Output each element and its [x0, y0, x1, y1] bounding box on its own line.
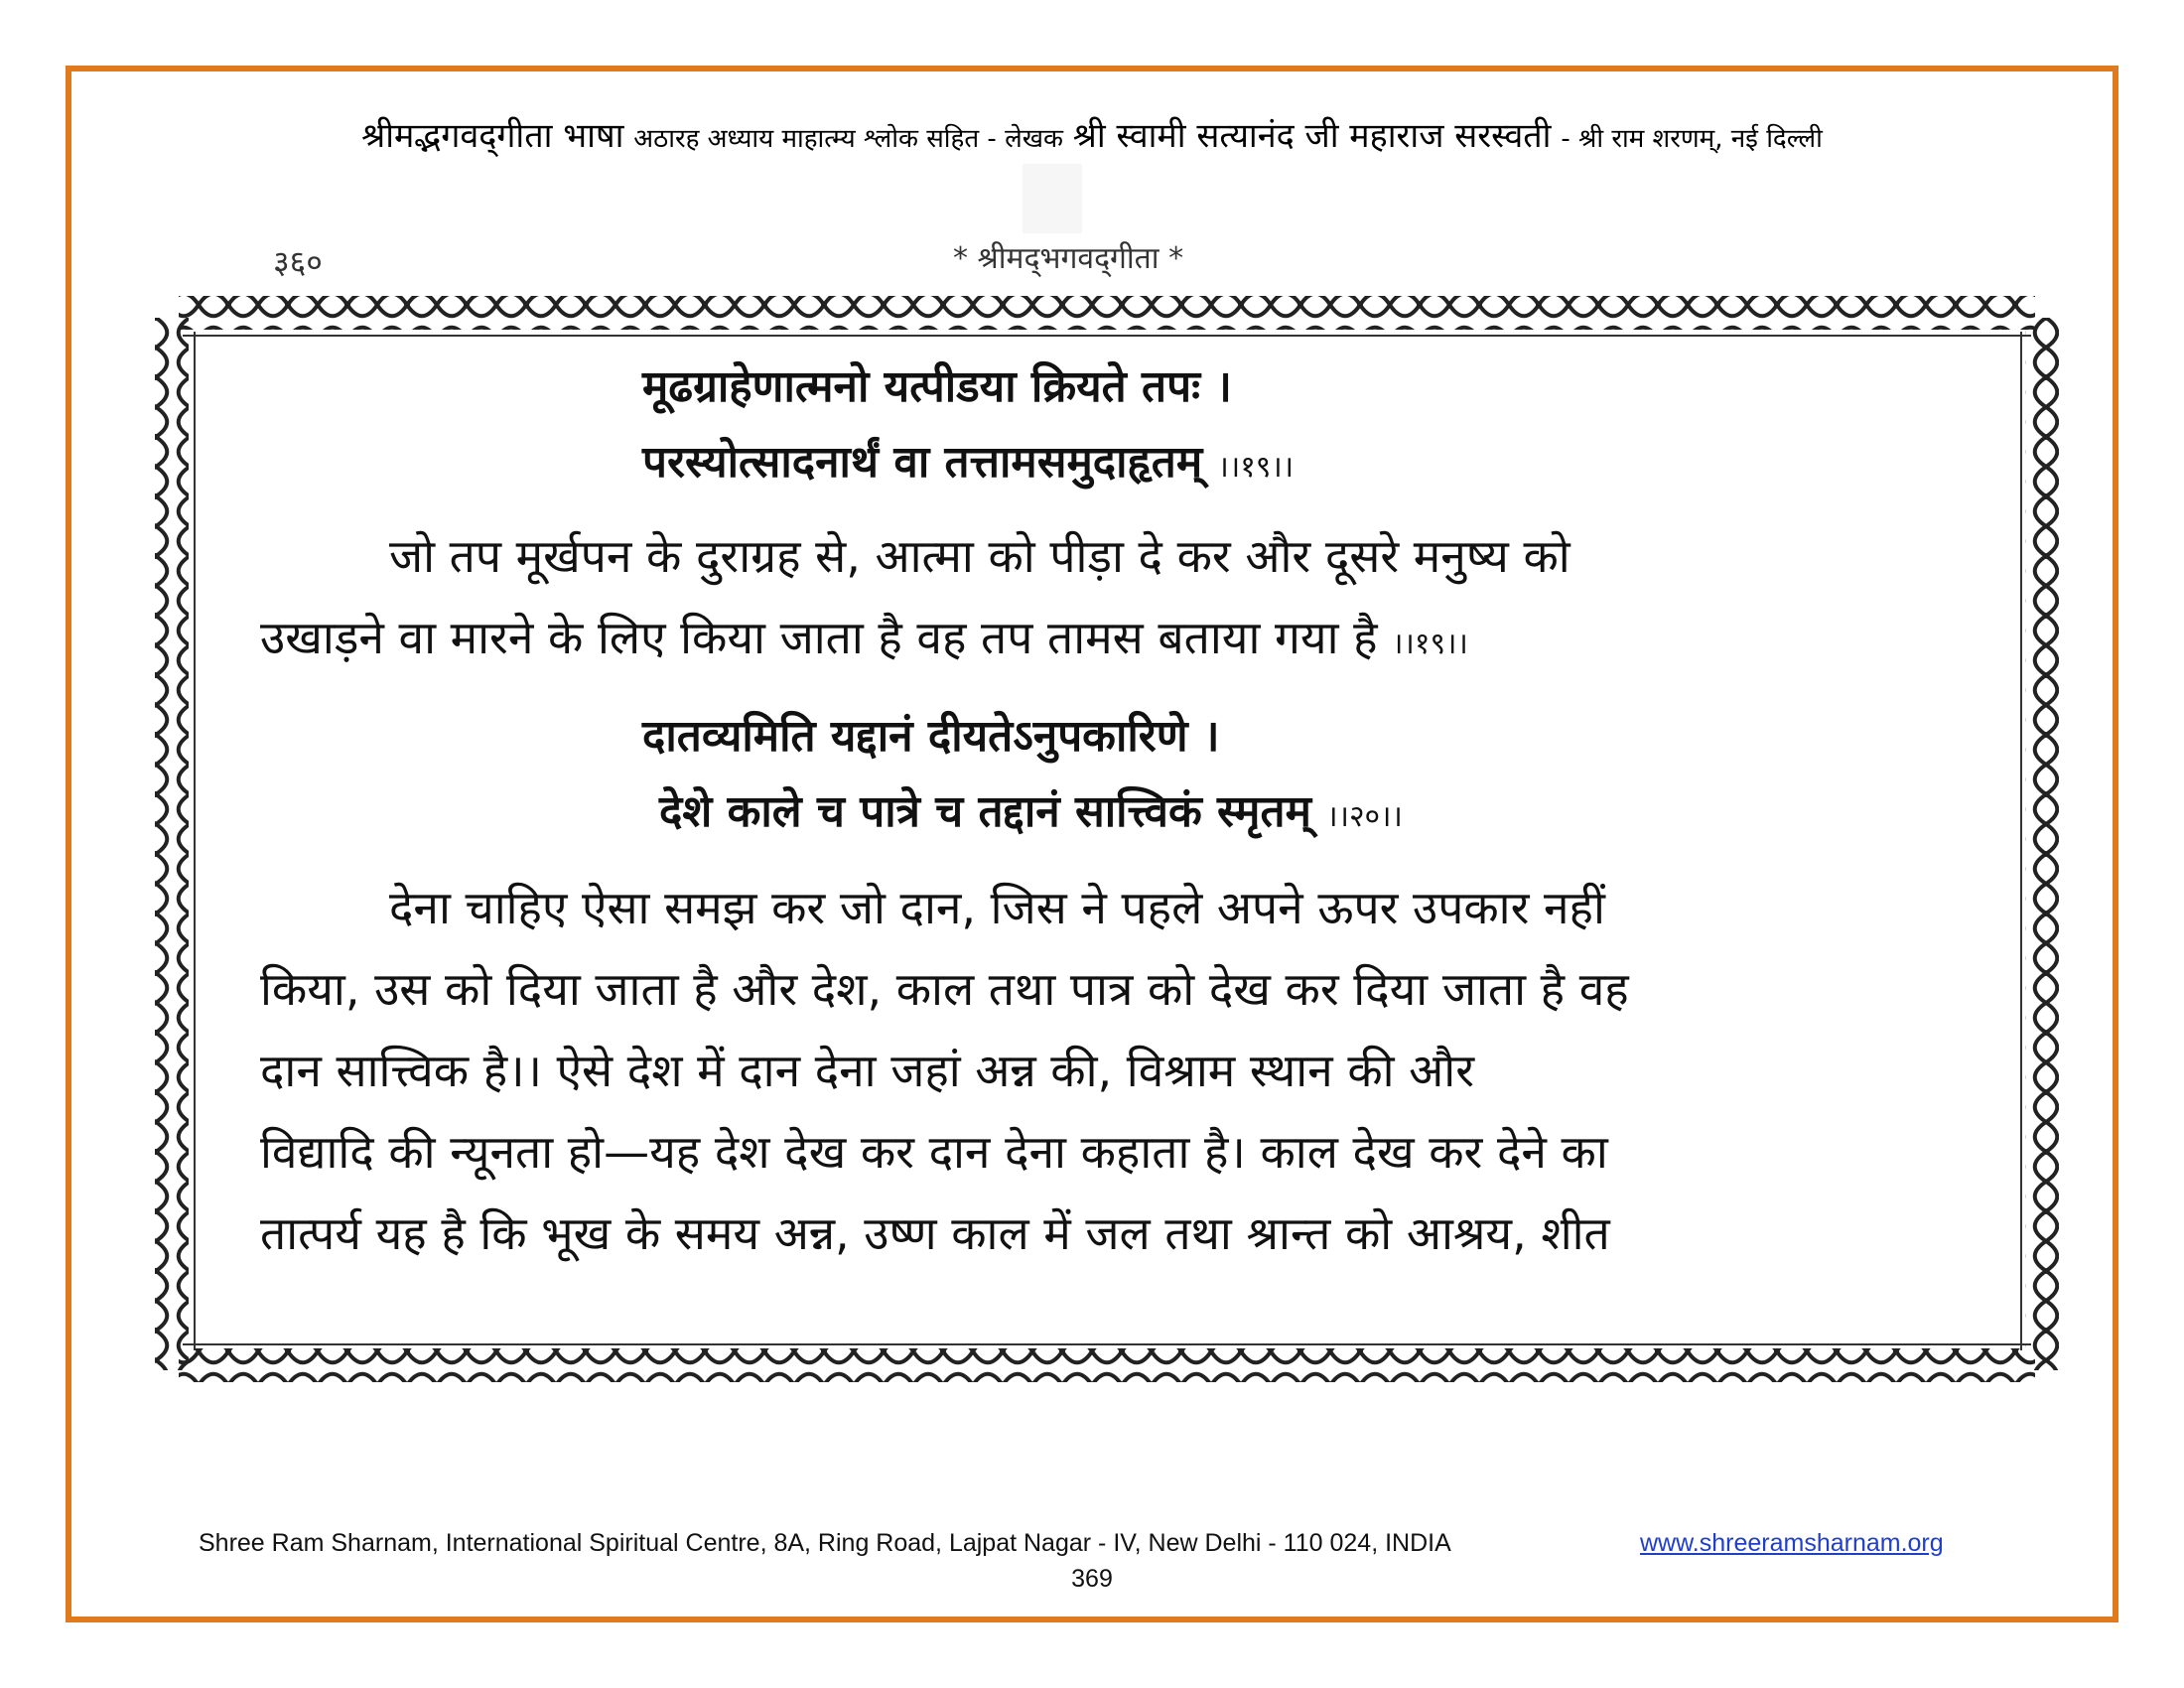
scan-shadow: [1023, 164, 1082, 233]
verse-20-line-1: दातव्यमिति यद्दानं दीयतेऽनुपकारिणे ।: [642, 711, 1220, 762]
verse-19-number: ।।१९।।: [1217, 450, 1295, 485]
verse-20-line-2: [260, 774, 1978, 855]
footer-page-number: 369: [1071, 1565, 1113, 1593]
author-name: श्री स्वामी सत्यानंद जी महाराज सरस्वती: [1072, 116, 1552, 156]
verse-19-line-2: [260, 425, 1978, 505]
meaning-20: [260, 867, 1978, 1274]
verse-19-line-1: मूढग्राहेणात्मनो यत्पीडया क्रियते तपः ।: [642, 361, 1232, 412]
border-top: [179, 296, 2035, 330]
meaning-19-number: ।।१९।।: [1392, 627, 1468, 661]
border-right: [2025, 318, 2059, 1370]
meaning-20-line-4: विद्यादि की न्यूनता हो—यह देश देख कर दान देना कहाता है। काल देख कर देने का: [260, 1125, 1608, 1179]
meaning-20-line-3: दान सात्त्विक है।। ऐसे देश में दान देना जहां अन्न की, विश्राम स्थान की और: [260, 1044, 1475, 1097]
website-link[interactable]: www.shreeramsharnam.org: [1640, 1529, 1944, 1557]
book-subtitle: अठारह अध्याय माहात्म्य श्लोक सहित - लेखक: [633, 124, 1063, 154]
border-bottom: [179, 1348, 2035, 1382]
scanned-page-content: [260, 350, 1978, 1274]
border-left: [155, 318, 189, 1370]
verse-20-number: ।।२०।।: [1326, 799, 1403, 834]
meaning-19-line-2: [260, 597, 1978, 685]
meaning-19-line-1: जो तप मूर्खपन के दुराग्रह से, आत्मा को पीड़ा दे कर और दूसरे मनुष्य को: [389, 529, 1570, 583]
meaning-20-line-1: देना चाहिए ऐसा समझ कर जो दान, जिस ने पहले अपने ऊपर उपकार नहीं: [389, 881, 1605, 934]
scan-page-number: ३६०: [273, 243, 323, 281]
meaning-19-line-2-text: उखाड़ने वा मारने के लिए किया जाता है वह तप तामस बताया गया है: [260, 611, 1378, 664]
publisher-name: - श्री राम शरणम्, नई दिल्ली: [1561, 124, 1823, 154]
scan-running-title: * श्रीमद्‌भगवद्‌गीता *: [953, 241, 1184, 276]
footer-address: Shree Ram Sharnam, International Spiritual Centre, 8A, Ring Road, Lajpat Nagar - IV, New Delhi - 110 024, INDIA: [199, 1529, 1451, 1557]
meaning-20-line-5: तात्पर्य यह है कि भूख के समय अन्न, उष्ण काल में जल तथा श्रान्त को आश्रय, शीत: [260, 1206, 1610, 1260]
meaning-19: [260, 515, 1978, 685]
verse-19-line-2-text: परस्योत्सादनार्थं वा तत्तामसमुदाहृतम्: [642, 437, 1203, 488]
book-title: श्रीमद्भगवद्‌गीता भाषा: [361, 116, 624, 156]
meaning-20-line-2: किया, उस को दिया जाता है और देश, काल तथा पात्र को देख कर दिया जाता है वह: [260, 962, 1629, 1016]
document-header: [119, 111, 2065, 157]
verse-20-line-2-text: देशे काले च पात्रे च तद्दानं सात्त्विकं स्मृतम्: [659, 786, 1311, 837]
